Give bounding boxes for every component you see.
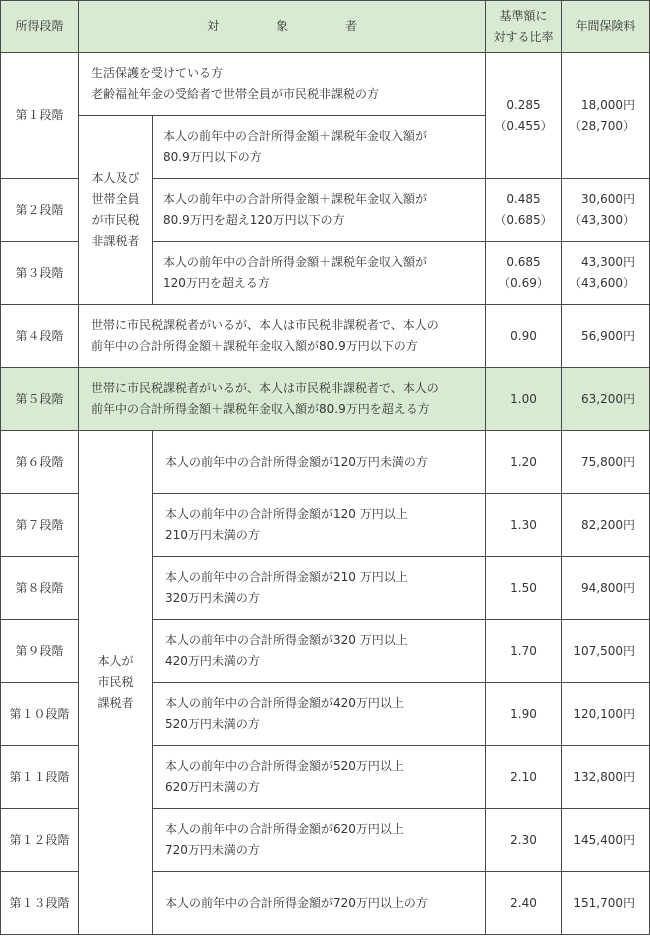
row-fee: 18,000円 （28,700） xyxy=(562,53,650,179)
row-ratio: 0.685 （0.69） xyxy=(486,242,562,305)
row-ratio: 2.10 xyxy=(486,746,562,809)
row-description: 本人の前年中の合計所得金額が520万円以上 620万円未満の方 xyxy=(153,746,486,809)
header-tier: 所得段階 xyxy=(1,1,79,53)
header-target: 対 象 者 xyxy=(79,1,486,53)
row-description: 本人の前年中の合計所得金額が210 万円以上 320万円未満の方 xyxy=(153,557,486,620)
row-description: 世帯に市民税課税者がいるが、本人は市民税非課税者で、本人の 前年中の合計所得金額＋課税年金収入額が80.9万円を超える方 xyxy=(79,368,486,431)
row-ratio: 0.485 （0.685） xyxy=(486,179,562,242)
row-fee: 120,100円 xyxy=(562,683,650,746)
row-description: 生活保護を受けている方 老齢福祉年金の受給者で世帯全員が市民税非課税の方 xyxy=(79,53,486,116)
table-row xyxy=(1,305,650,368)
tier-label: 第１段階 xyxy=(1,53,79,179)
tier-label: 第７段階 xyxy=(1,494,79,557)
tier-label: 第１３段階 xyxy=(1,872,79,935)
row-ratio: 1.90 xyxy=(486,683,562,746)
row-ratio: 1.50 xyxy=(486,557,562,620)
row-fee: 145,400円 xyxy=(562,809,650,872)
table-row xyxy=(1,53,650,116)
tier-label: 第１０段階 xyxy=(1,683,79,746)
tier-label: 第９段階 xyxy=(1,620,79,683)
header-fee: 年間保険料 xyxy=(562,1,650,53)
row-description: 本人の前年中の合計所得金額が620万円以上 720万円未満の方 xyxy=(153,809,486,872)
row-ratio: 2.30 xyxy=(486,809,562,872)
row-description: 本人の前年中の合計所得金額＋課税年金収入額が 120万円を超える方 xyxy=(153,242,486,305)
tier-label: 第４段階 xyxy=(1,305,79,368)
row-description: 本人の前年中の合計所得金額が420万円以上 520万円未満の方 xyxy=(153,683,486,746)
row-description: 本人の前年中の合計所得金額が120万円未満の方 xyxy=(153,431,486,494)
row-fee: 75,800円 xyxy=(562,431,650,494)
table-row xyxy=(1,431,650,494)
row-fee: 43,300円 （43,600） xyxy=(562,242,650,305)
tier-label: 第１２段階 xyxy=(1,809,79,872)
row-ratio: 1.20 xyxy=(486,431,562,494)
row-fee: 107,500円 xyxy=(562,620,650,683)
row-ratio: 1.00 xyxy=(486,368,562,431)
tier-label: 第１１段階 xyxy=(1,746,79,809)
row-fee: 56,900円 xyxy=(562,305,650,368)
row-ratio: 0.90 xyxy=(486,305,562,368)
row-fee: 132,800円 xyxy=(562,746,650,809)
row-fee: 63,200円 xyxy=(562,368,650,431)
row-ratio: 1.30 xyxy=(486,494,562,557)
header-ratio: 基準額に 対する比率 xyxy=(486,1,562,53)
row-description: 本人の前年中の合計所得金額が120 万円以上 210万円未満の方 xyxy=(153,494,486,557)
row-fee: 151,700円 xyxy=(562,872,650,935)
row-description: 本人の前年中の合計所得金額＋課税年金収入額が 80.9万円を超え120万円以下の方 xyxy=(153,179,486,242)
row-fee: 82,200円 xyxy=(562,494,650,557)
row-description: 本人の前年中の合計所得金額＋課税年金収入額が 80.9万円以下の方 xyxy=(153,116,486,179)
row-ratio: 1.70 xyxy=(486,620,562,683)
group-label-self-taxed: 本人が 市民税 課税者 xyxy=(79,431,153,935)
row-description: 本人の前年中の合計所得金額が320 万円以上 420万円未満の方 xyxy=(153,620,486,683)
row-description: 本人の前年中の合計所得金額が720万円以上の方 xyxy=(153,872,486,935)
tier-label: 第２段階 xyxy=(1,179,79,242)
group-label-household-exempt: 本人及び 世帯全員 が市民税 非課税者 xyxy=(79,116,153,305)
tier-label: 第３段階 xyxy=(1,242,79,305)
row-ratio: 2.40 xyxy=(486,872,562,935)
row-ratio: 0.285 （0.455） xyxy=(486,53,562,179)
tier-label: 第８段階 xyxy=(1,557,79,620)
tier-label: 第５段階 xyxy=(1,368,79,431)
row-fee: 94,800円 xyxy=(562,557,650,620)
table-row-highlighted xyxy=(1,368,650,431)
header-row xyxy=(1,1,650,53)
tier-label: 第６段階 xyxy=(1,431,79,494)
row-description: 世帯に市民税課税者がいるが、本人は市民税非課税者で、本人の 前年中の合計所得金額＋課税年金収入額が80.9万円以下の方 xyxy=(79,305,486,368)
row-fee: 30,600円 （43,300） xyxy=(562,179,650,242)
